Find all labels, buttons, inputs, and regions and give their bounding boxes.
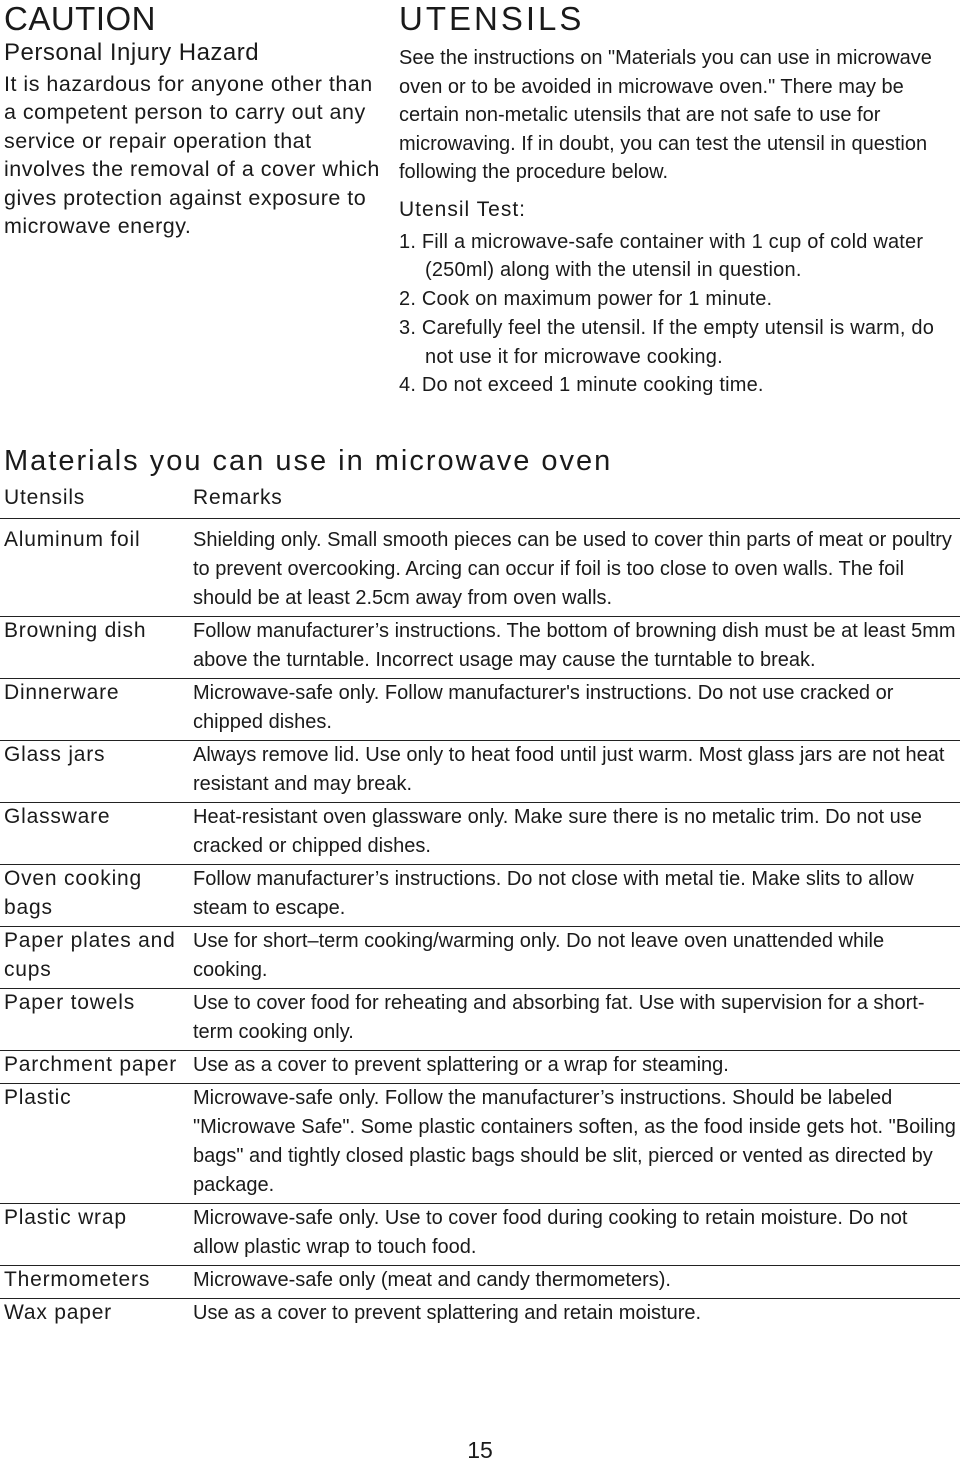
utensils-section (399, 0, 959, 400)
table-row (0, 617, 960, 679)
table-row (0, 865, 960, 927)
table-row (0, 1051, 960, 1084)
utensil-name: Glassware (4, 805, 111, 828)
utensil-remark: Microwave-safe only (meat and candy thermometers). (193, 1269, 671, 1291)
utensil-name: Paper towels (4, 991, 135, 1014)
column-header-remarks: Remarks (193, 486, 283, 509)
test-step: 4. Do not exceed 1 minute cooking time. (399, 374, 764, 397)
utensil-remark: Microwave-safe only. Follow manufacturer's instructions. Do not use cracked or chipped dishes. (193, 682, 894, 733)
utensil-remark: Shielding only. Small smooth pieces can be used to cover thin parts of meat or poultry to prevent overcooking. Arcing can occur if foil is too close to oven walls. The foil should be at least 2.5cm away from oven walls. (193, 529, 952, 609)
test-step: 3. Carefully feel the utensil. If the empty utensil is warm, do not use it for microwave cooking. (399, 316, 935, 368)
utensil-remark: Follow manufacturer’s instructions. The bottom of browning dish must be at least 5mm above the turntable. Incorrect usage may cause the turntable to break. (193, 620, 956, 671)
header-divider (0, 518, 960, 519)
utensil-remark: Use for short–term cooking/warming only. Do not leave oven unattended while cooking. (193, 930, 885, 981)
caution-body: It is hazardous for anyone other than a competent person to carry out any service or repair operation that involves the removal of a cover which gives protection against exposure to microwave energy. (4, 72, 380, 239)
utensil-name: Paper plates and cups (4, 929, 176, 981)
utensil-remark: Always remove lid. Use only to heat food until just warm. Most glass jars are not heat resistant and may break. (193, 744, 945, 795)
utensil-name: Plastic wrap (4, 1206, 127, 1229)
caution-title: CAUTION (4, 0, 156, 37)
utensil-name: Wax paper (4, 1301, 112, 1324)
utensils-intro: See the instructions on "Materials you can use in microwave oven or to be avoided in microwave oven." There may be certain non-metalic utensils that are not safe to use for microwaving. If in doubt, you can test the utensil in question following the procedure below. (399, 47, 932, 183)
utensil-name: Glass jars (4, 743, 106, 766)
table-row (0, 927, 960, 989)
utensil-name: Aluminum foil (4, 528, 141, 551)
table-row (0, 1204, 960, 1266)
test-step: 1. Fill a microwave-safe container with 1 cup of cold water (250ml) along with the utensil in question. (399, 230, 924, 282)
utensil-test-heading: Utensil Test: (399, 197, 526, 221)
utensil-remark: Use as a cover to prevent splattering or a wrap for steaming. (193, 1054, 729, 1076)
utensil-remark: Use as a cover to prevent splattering and retain moisture. (193, 1302, 702, 1324)
test-step: 2. Cook on maximum power for 1 minute. (399, 288, 773, 311)
utensil-name: Oven cooking bags (4, 867, 143, 919)
materials-table (0, 526, 960, 1331)
utensil-name: Plastic (4, 1086, 72, 1109)
page-number: 15 (467, 1437, 493, 1463)
utensil-remark: Follow manufacturer’s instructions. Do not close with metal tie. Make slits to allow steam to escape. (193, 868, 914, 919)
caution-subtitle: Personal Injury Hazard (4, 39, 260, 66)
materials-title: Materials you can use in microwave oven (4, 445, 613, 477)
utensil-name: Parchment paper (4, 1053, 178, 1076)
utensil-remark: Microwave-safe only. Follow the manufacturer’s instructions. Should be labeled "Microwave Safe". Some plastic containers soften, as the food inside gets hot. "Boiling bags" and tightly closed plastic bags should be slit, pierced or vented as directed by package. (193, 1087, 956, 1196)
utensil-remark: Heat-resistant oven glassware only. Make sure there is no metalic trim. Do not use cracked or chipped dishes. (193, 806, 922, 857)
utensil-name: Dinnerware (4, 681, 120, 704)
utensil-name: Browning dish (4, 619, 147, 642)
table-row (0, 1266, 960, 1299)
column-header-utensils: Utensils (4, 486, 86, 509)
utensil-test-steps (399, 228, 959, 401)
table-row (0, 679, 960, 741)
utensil-name: Thermometers (4, 1268, 151, 1291)
utensil-remark: Use to cover food for reheating and absorbing fat. Use with supervision for a short-term cooking only. (193, 992, 925, 1043)
table-row (0, 741, 960, 803)
table-row (0, 803, 960, 865)
table-row (0, 1084, 960, 1204)
utensils-title: UTENSILS (399, 0, 585, 37)
table-row (0, 526, 960, 617)
utensil-remark: Microwave-safe only. Use to cover food during cooking to retain moisture. Do not allow plastic wrap to touch food. (193, 1207, 908, 1258)
table-row (0, 989, 960, 1051)
caution-section (4, 0, 384, 240)
table-row (0, 1299, 960, 1331)
